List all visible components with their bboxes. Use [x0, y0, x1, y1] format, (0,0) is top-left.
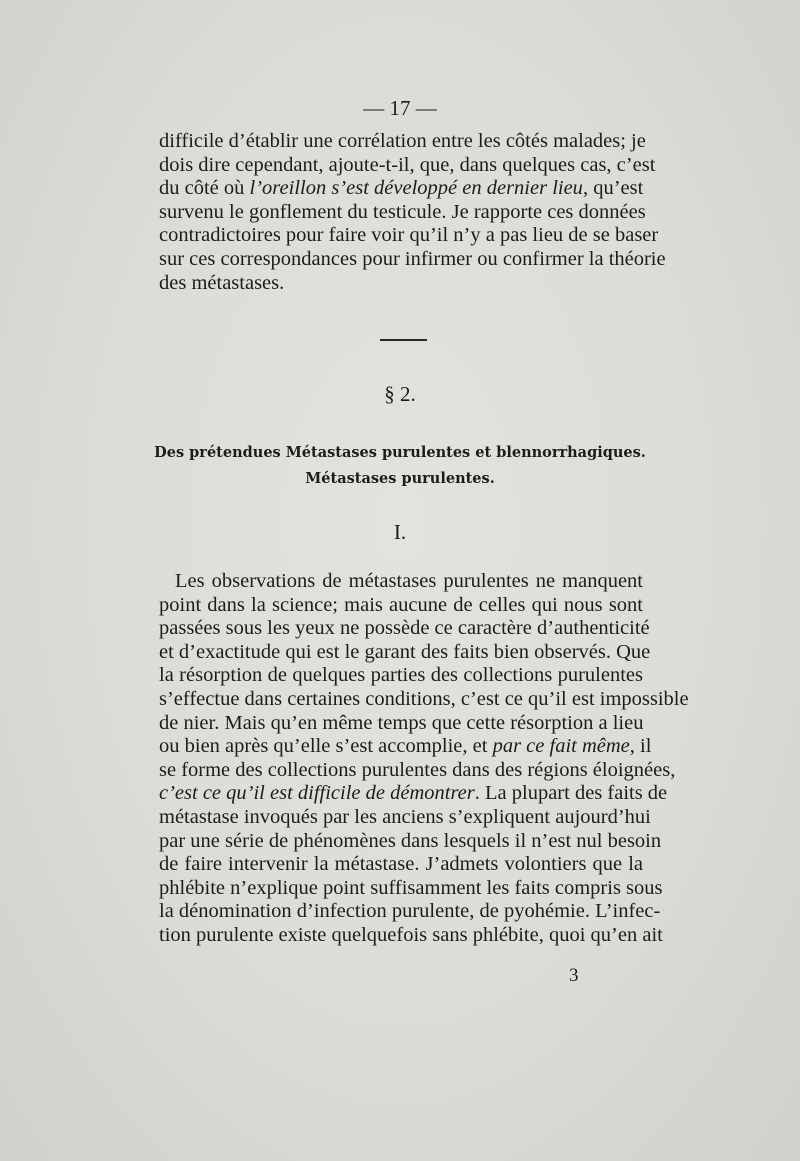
paragraph-main [159, 570, 689, 948]
text-line: tion purulente existe quelquefois sans phlébite, quoi qu’en ait [159, 923, 663, 946]
text-line: point dans la science; mais aucune de celles qui nous sont [159, 593, 643, 616]
text-line: Les observations de métastases purulentes ne manquent [175, 570, 643, 592]
text-line: difficile d’établir une corrélation entre les côtés malades; je [159, 130, 646, 152]
text-line: phlébite n’explique point suffisamment les faits compris sous [159, 876, 663, 899]
part-numeral: I. [393, 520, 407, 544]
text-line: survenu le gonflement du testicule. Je rapporte ces données [159, 200, 646, 223]
text-line: du côté où l’oreillon s’est développé en dernier lieu, qu’est [159, 177, 644, 200]
text-line: de nier. Mais qu’en même temps que cette résorption a lieu [159, 711, 644, 734]
text-line: de faire intervenir la métastase. J’admets volontiers que la [159, 853, 643, 876]
italic-phrase: par ce fait même [492, 735, 630, 758]
text-line: contradictoires pour faire voir qu’il n’y a pas lieu de se baser [159, 224, 659, 247]
text-line: s’effectue dans certaines conditions, c’est ce qu’il est impossible [159, 687, 689, 710]
text-line: se forme des collections purulentes dans des régions éloignées, [159, 758, 676, 781]
text-line: ou bien après qu’elle s’est accomplie, et par ce fait même, il [159, 735, 652, 758]
section-number: § 2. [384, 382, 416, 406]
page-number: — 17 — [363, 96, 437, 120]
text-line: la résorption de quelques parties des collections purulentes [159, 664, 643, 687]
section-heading: Des prétendues Métastases purulentes et blennorrhagiques. [154, 444, 646, 461]
signature-mark: 3 [569, 965, 579, 986]
text-line: c’est ce qu’il est difficile de démontrer. La plupart des faits de [159, 782, 668, 805]
italic-phrase: l’oreillon s’est développé en dernier lieu [249, 177, 583, 200]
subsection-heading: Métastases purulentes. [305, 470, 495, 487]
section-divider [380, 339, 427, 341]
text-line: dois dire cependant, ajoute-t-il, que, dans quelques cas, c’est [159, 153, 656, 176]
text-line: passées sous les yeux ne possède ce caractère d’authenticité [159, 617, 650, 640]
text-line: sur ces correspondances pour infirmer ou confirmer la théorie [159, 247, 666, 270]
text-line: par une série de phénomènes dans lesquels il n’est nul besoin [159, 829, 662, 852]
text-line: la dénomination d’infection purulente, de pyohémie. L’infec- [159, 900, 661, 923]
text-line: et d’exactitude qui est le garant des faits bien observés. Que [159, 640, 651, 663]
paragraph-top [159, 130, 666, 295]
italic-phrase: c’est ce qu’il est difficile de démontrer [159, 782, 475, 805]
text-line: des métastases. [159, 271, 285, 294]
text-line: métastase invoqués par les anciens s’expliquent aujourd’hui [159, 805, 651, 828]
